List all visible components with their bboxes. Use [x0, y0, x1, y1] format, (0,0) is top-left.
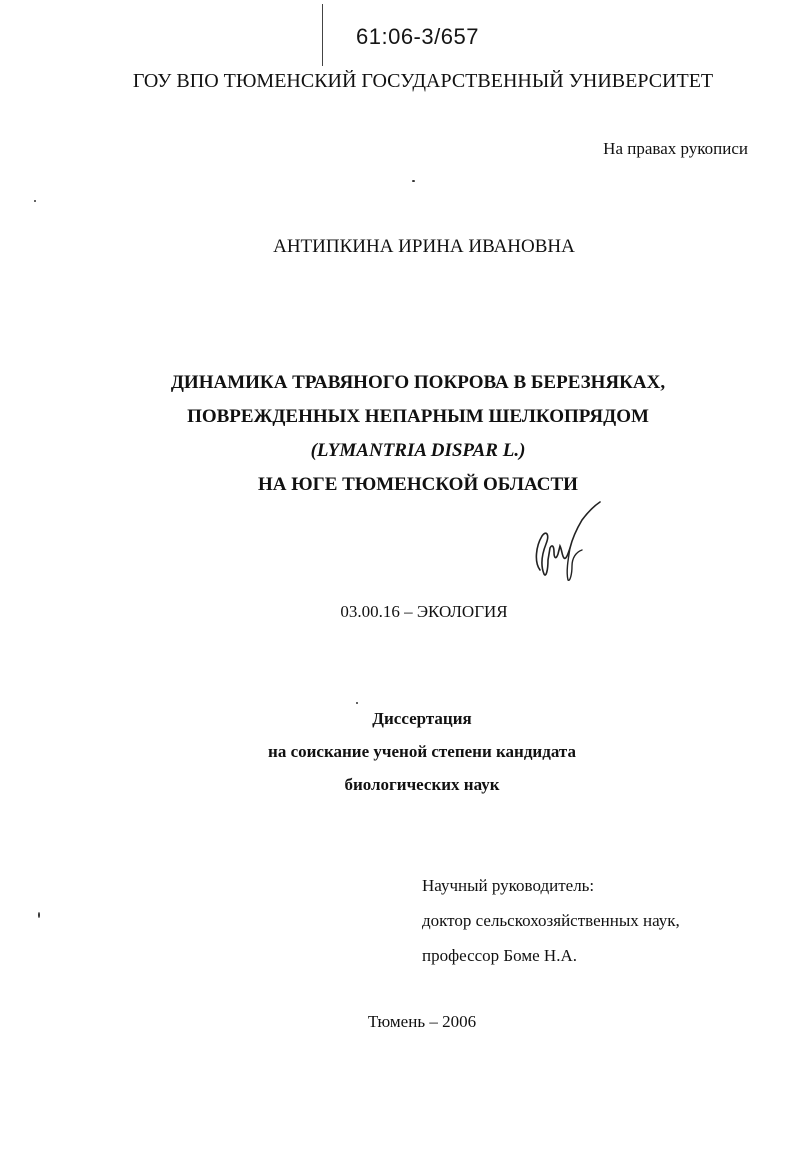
scan-speck [34, 200, 36, 202]
catalog-number: 61:06-3/657 [356, 24, 479, 49]
degree-line-2: на соискание ученой степени кандидата [268, 742, 576, 761]
supervisor-block [422, 868, 680, 973]
supervisor-label: Научный руководитель: [422, 876, 595, 895]
university-name: ГОУ ВПО ТЮМЕНСКИЙ ГОСУДАРСТВЕННЫЙ УНИВЕРСИТЕТ [132, 70, 714, 92]
supervisor-degree: доктор сельскохозяйственных наук, [422, 911, 680, 930]
supervisor-name: профессор Боме Н.А. [422, 946, 577, 965]
scan-speck [412, 180, 415, 182]
thesis-title [20, 366, 796, 502]
scan-margin-line [322, 4, 323, 66]
degree-statement [24, 702, 796, 801]
scan-speck [356, 702, 358, 704]
rights-note: На правах рукописи [603, 139, 748, 158]
author-name: АНТИПКИНА ИРИНА ИВАНОВНА [273, 236, 575, 257]
specialty-code: 03.00.16 – ЭКОЛОГИЯ [340, 602, 508, 621]
title-line-2: ПОВРЕЖДЕННЫХ НЕПАРНЫМ ШЕЛКОПРЯДОМ [187, 406, 649, 427]
degree-line-1: Диссертация [372, 709, 472, 728]
title-line-1: ДИНАМИКА ТРАВЯНОГО ПОКРОВА В БЕРЕЗНЯКАХ, [170, 372, 666, 393]
city-year: Тюмень – 2006 [367, 1012, 477, 1031]
title-line-4: НА ЮГЕ ТЮМЕНСКОЙ ОБЛАСТИ [258, 474, 578, 495]
degree-line-3: биологических наук [344, 775, 500, 794]
handwritten-signature [526, 500, 606, 582]
title-latin-name: (LYMANTRIA DISPAR L.) [310, 440, 526, 461]
scan-speck [38, 912, 40, 918]
